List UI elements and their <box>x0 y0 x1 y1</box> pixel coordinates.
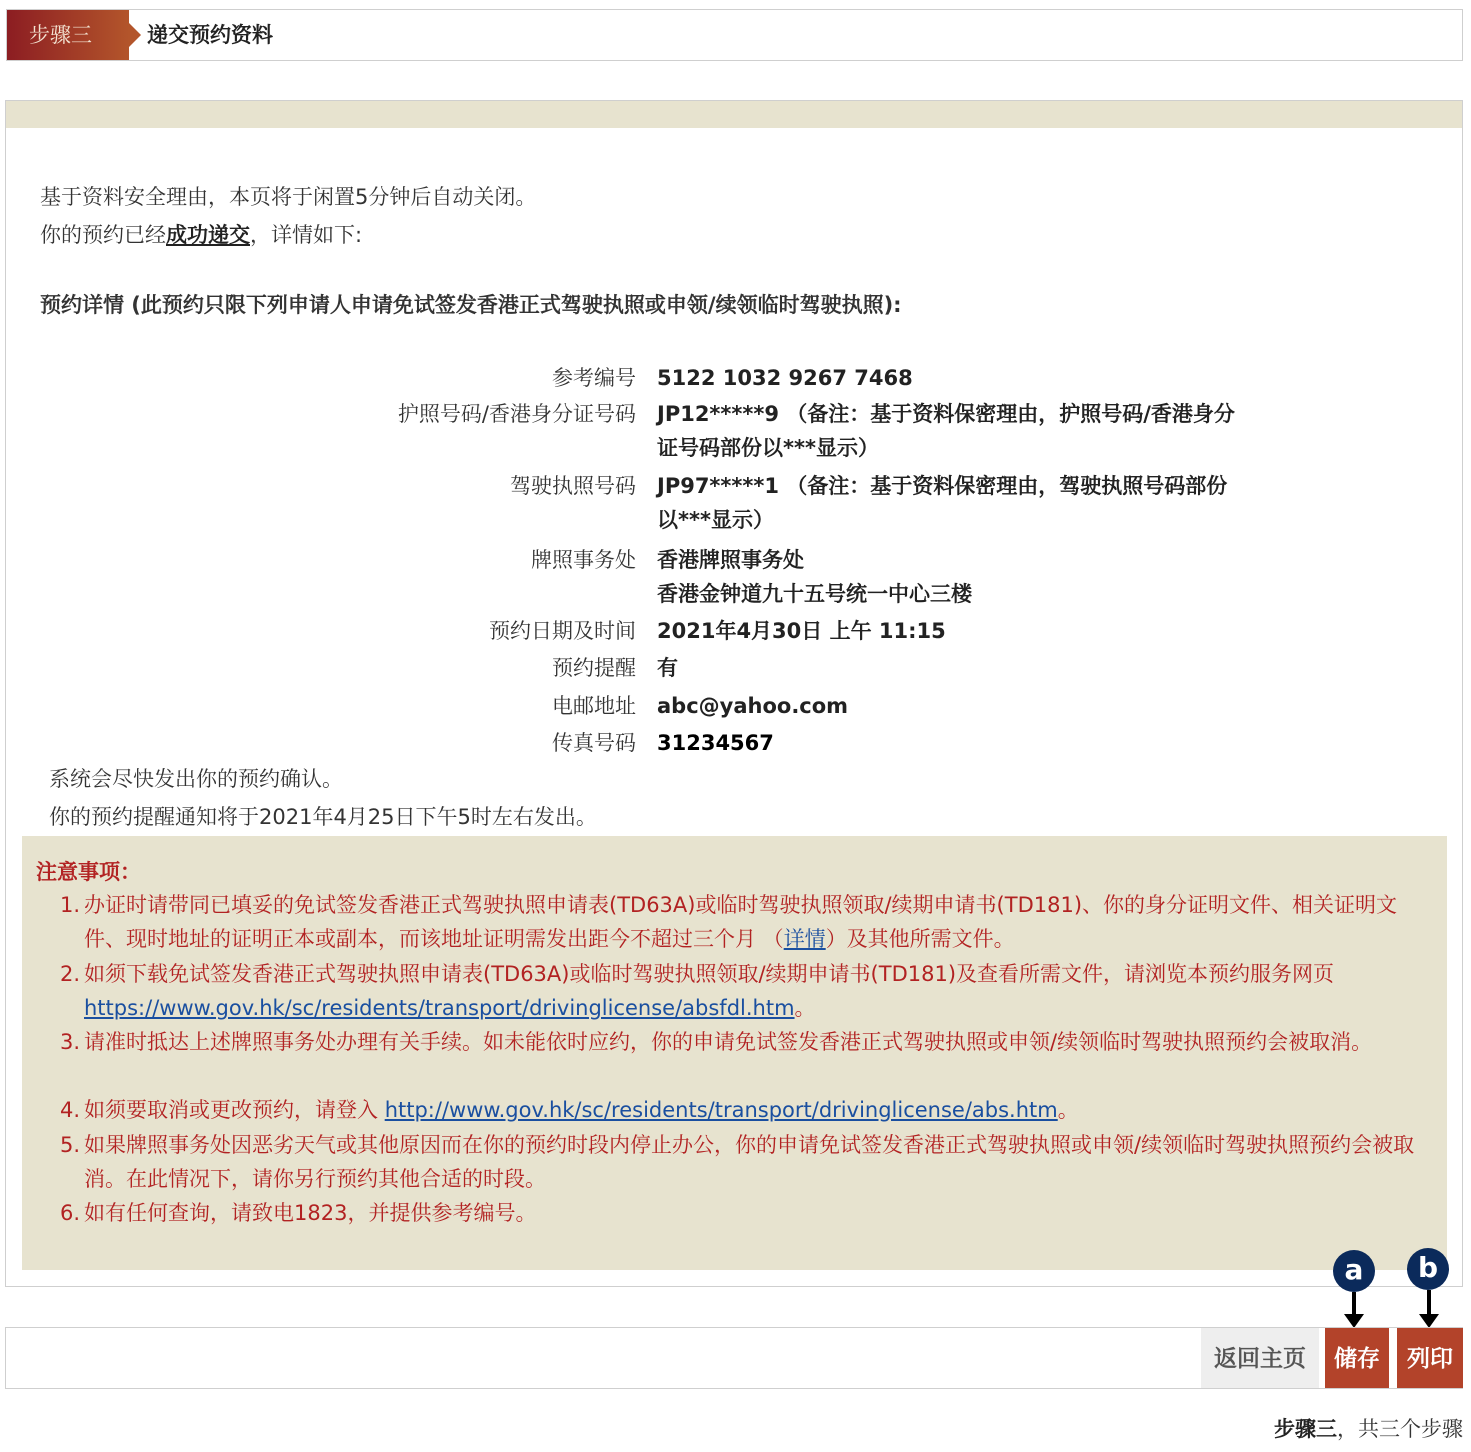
notice-text-after: 。 <box>1057 1098 1079 1122</box>
save-button[interactable]: 储存 <box>1325 1328 1389 1388</box>
notice-text-before: 办证时请带同已填妥的免试签发香港正式驾驶执照申请表(TD63A)或临时驾驶执照领取/续期申请书(TD181)、你的身分证明文件、相关证明文件、现时地址的证明正本或副本，而该地址证明需发出距今不超过三个月 （ <box>84 893 1398 951</box>
notice-text-before: 如须要取消或更改预约，请登入 <box>84 1098 385 1122</box>
success-link[interactable]: 成功递交 <box>166 223 250 247</box>
callout-a: a <box>1333 1250 1375 1292</box>
detail-label: 牌照事务处 <box>531 548 636 572</box>
step-header <box>6 9 1463 61</box>
main-panel <box>5 100 1463 1287</box>
detail-value: 2021年4月30日 上午 11:15 <box>657 619 946 643</box>
notice-text-before: 如须下载免试签发香港正式驾驶执照申请表(TD63A)或临时驾驶执照领取/续期申请书(TD181)及查看所需文件，请浏览本预约服务网页 <box>84 962 1335 986</box>
office-name: 香港牌照事务处 <box>657 548 804 572</box>
notice-text-after: ）及其他所需文件。 <box>825 927 1015 951</box>
notice-number: 5. <box>60 1133 81 1157</box>
detail-label: 预约日期及时间 <box>489 619 636 643</box>
notice-text: 如果牌照事务处因恶劣天气或其他原因而在你的预约时段内停止办公，你的申请免试签发香港正式驾驶执照或申领/续领临时驾驶执照预约会被取消。在此情况下，请你另行预约其他合适的时段。 <box>84 1133 1415 1191</box>
detail-value: abc@yahoo.com <box>657 694 849 718</box>
notice-text: 如有任何查询，请致电1823，并提供参考编号。 <box>84 1201 537 1225</box>
details-link[interactable]: 详情 <box>783 927 826 951</box>
detail-label: 预约提醒 <box>552 656 636 680</box>
confirmation-note: 系统会尽快发出你的预约确认。 <box>49 767 343 791</box>
notice-number: 2. <box>60 962 81 986</box>
detail-label: 驾驶执照号码 <box>510 474 636 498</box>
notice-box <box>22 836 1447 1270</box>
action-bar <box>5 1327 1463 1389</box>
notice-text-after: 。 <box>794 996 816 1020</box>
detail-value: JP97*****1 （备注：基于资料保密理由，驾驶执照号码部份以***显示） <box>657 474 1228 532</box>
notice-item <box>60 1128 1430 1196</box>
notice-item <box>60 1093 1430 1127</box>
arrow-down-icon <box>1427 1290 1431 1318</box>
detail-label: 参考编号 <box>552 366 636 390</box>
home-button[interactable]: 返回主页 <box>1201 1328 1319 1388</box>
detail-label: 电邮地址 <box>552 694 636 718</box>
notice-item <box>60 957 1430 1025</box>
submission-suffix: ，详情如下: <box>250 223 363 247</box>
notice-item <box>60 1196 1430 1230</box>
detail-label: 传真号码 <box>552 731 636 755</box>
arrow-down-icon <box>1352 1292 1356 1318</box>
step-tag: 步骤三 <box>7 10 129 60</box>
notice-number: 1. <box>60 893 81 917</box>
print-button[interactable]: 列印 <box>1397 1328 1463 1388</box>
notice-number: 4. <box>60 1098 81 1122</box>
notice-number: 3. <box>60 1030 81 1054</box>
detail-value <box>657 543 1257 611</box>
abs-link[interactable]: http://www.gov.hk/sc/residents/transport/drivinglicense/abs.htm <box>384 1098 1058 1122</box>
detail-value: 有 <box>657 656 678 680</box>
detail-value: 31234567 <box>657 731 774 755</box>
security-timeout-note: 基于资料安全理由，本页将于闲置5分钟后自动关闭。 <box>40 185 537 209</box>
step-indicator <box>1274 1413 1463 1443</box>
notice-text: 请准时抵达上述牌照事务处办理有关手续。如未能依时应约，你的申请免试签发香港正式驾驶执照或申领/续领临时驾驶执照预约会被取消。 <box>84 1030 1373 1054</box>
notice-text <box>60 957 1430 1025</box>
callout-b: b <box>1407 1248 1449 1290</box>
notice-title: 注意事项： <box>36 860 141 884</box>
reminder-note: 你的预约提醒通知将于2021年4月25日下午5时左右发出。 <box>49 805 597 829</box>
detail-value: 5122 1032 9267 7468 <box>657 366 913 390</box>
absfdl-link[interactable]: https://www.gov.hk/sc/residents/transport/drivinglicense/absfdl.htm <box>84 996 795 1020</box>
step-indicator-current: 步骤三 <box>1274 1417 1337 1441</box>
notice-number: 6. <box>60 1201 81 1225</box>
office-address: 香港金钟道九十五号统一中心三楼 <box>657 582 972 606</box>
notice-text <box>60 888 1430 956</box>
detail-value: JP12*****9 （备注：基于资料保密理由，护照号码/香港身分证号码部份以***显示） <box>657 402 1235 460</box>
notice-text <box>60 1093 1430 1127</box>
submission-status-line <box>40 219 362 249</box>
details-section-title: 预约详情 (此预约只限下列申请人申请免试签发香港正式驾驶执照或申领/续领临时驾驶执照): <box>40 293 902 317</box>
panel-top-bar <box>6 101 1462 128</box>
step-indicator-total: ，共三个步骤 <box>1337 1417 1463 1441</box>
submission-prefix: 你的预约已经 <box>40 223 166 247</box>
step-title: 递交预约资料 <box>147 23 273 47</box>
notice-item <box>60 888 1430 956</box>
notice-item <box>60 1025 1430 1059</box>
detail-label: 护照号码/香港身分证号码 <box>397 402 636 426</box>
